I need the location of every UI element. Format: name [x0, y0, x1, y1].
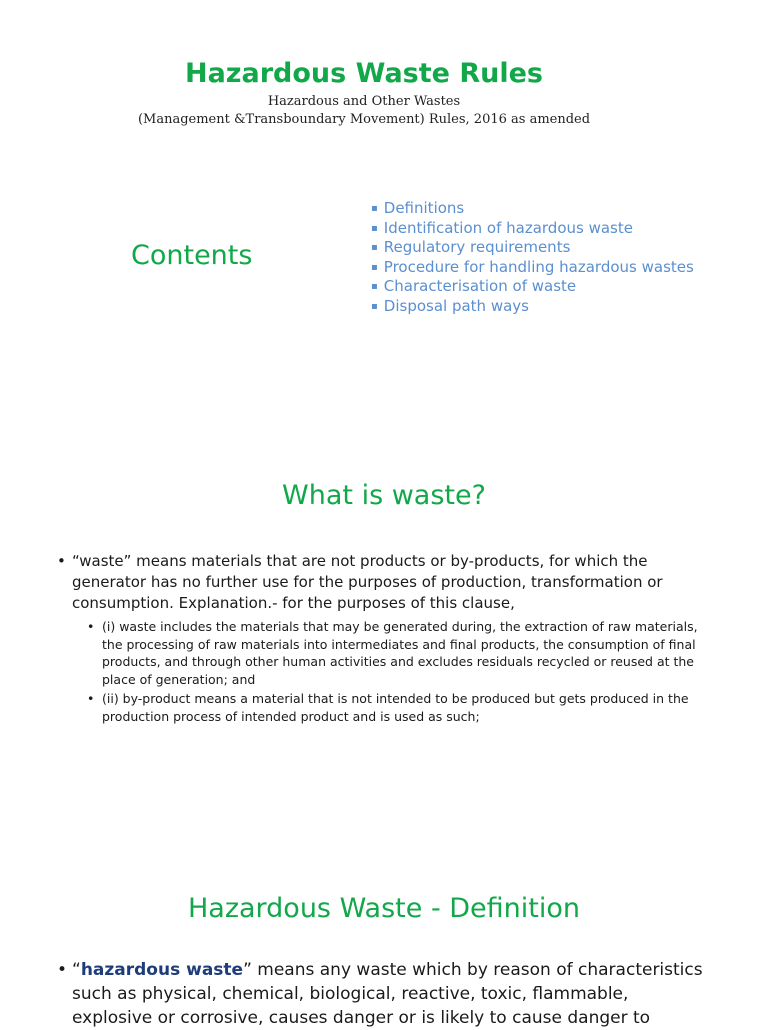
list-item — [371, 200, 694, 220]
contents-item-label: Definitions — [383, 199, 465, 217]
bullet-icon: • — [87, 619, 95, 634]
contents-heading: Contents — [131, 240, 253, 271]
waste-sub-item-text: (i) waste includes the materials that may be generated during, the extraction of raw materials, the processing of raw materials into intermediates and final products, the consumption of final products, and through other human activities and excludes residuals recycled or reused at the place of generation; and — [102, 619, 698, 687]
hazardous-definition-rest: ” means any waste which by reason of characteristics such as physical, chemical, biological, reactive, toxic, flammable, explosive or corrosive, causes danger or is likely to cause danger to — [72, 960, 703, 1028]
bullet-icon: • — [57, 960, 68, 980]
contents-item-label: Disposal path ways — [383, 296, 529, 315]
contents-item-label: Characterisation of waste — [383, 277, 577, 295]
list-item — [371, 278, 694, 298]
hazardous-waste-term: hazardous waste — [80, 960, 244, 980]
bullet-icon: ▪ — [371, 261, 378, 273]
byproduct-sub-item — [87, 690, 707, 725]
contents-item-label: Procedure for handling hazardous wastes — [383, 257, 694, 276]
waste-definition-text: “waste” means materials that are not products or by-products, for which the generator has no further use for the purposes of production, transformation or consumption. Explanation.- for the purposes of this clause, — [72, 552, 663, 612]
bullet-icon: ▪ — [371, 242, 378, 253]
section-heading-hazardous: Hazardous Waste - Definition — [187, 893, 581, 924]
section-heading-waste: What is waste? — [282, 480, 486, 511]
list-item — [371, 259, 694, 279]
byproduct-sub-item-text: (ii) by-product means a material that is not intended to be produced but gets produced in the production process of intended product and is used as such; — [102, 691, 689, 724]
waste-definition — [57, 551, 707, 614]
quote-open: “ — [72, 960, 81, 980]
bullet-icon: • — [87, 691, 95, 706]
bullet-icon: ▪ — [371, 203, 378, 214]
bullet-icon: ▪ — [371, 222, 378, 234]
list-item — [371, 220, 694, 240]
bullet-icon: ▪ — [371, 300, 378, 312]
subtitle-line-1: Hazardous and Other Wastes — [267, 94, 461, 109]
contents-list — [371, 200, 694, 317]
hazardous-definition — [57, 958, 707, 1030]
contents-item-label: Identification of hazardous waste — [383, 218, 633, 237]
hazardous-definition-text — [72, 958, 707, 1030]
page-title: Hazardous Waste Rules — [184, 58, 543, 89]
waste-sub-item — [87, 618, 707, 688]
subtitle-line-2: (Management &Transboundary Movement) Rules, 2016 as amended — [137, 112, 591, 127]
bullet-icon: • — [57, 552, 66, 570]
bullet-icon: ▪ — [371, 281, 378, 292]
list-item — [371, 239, 694, 259]
contents-item-label: Regulatory requirements — [383, 238, 571, 256]
list-item — [371, 298, 694, 318]
